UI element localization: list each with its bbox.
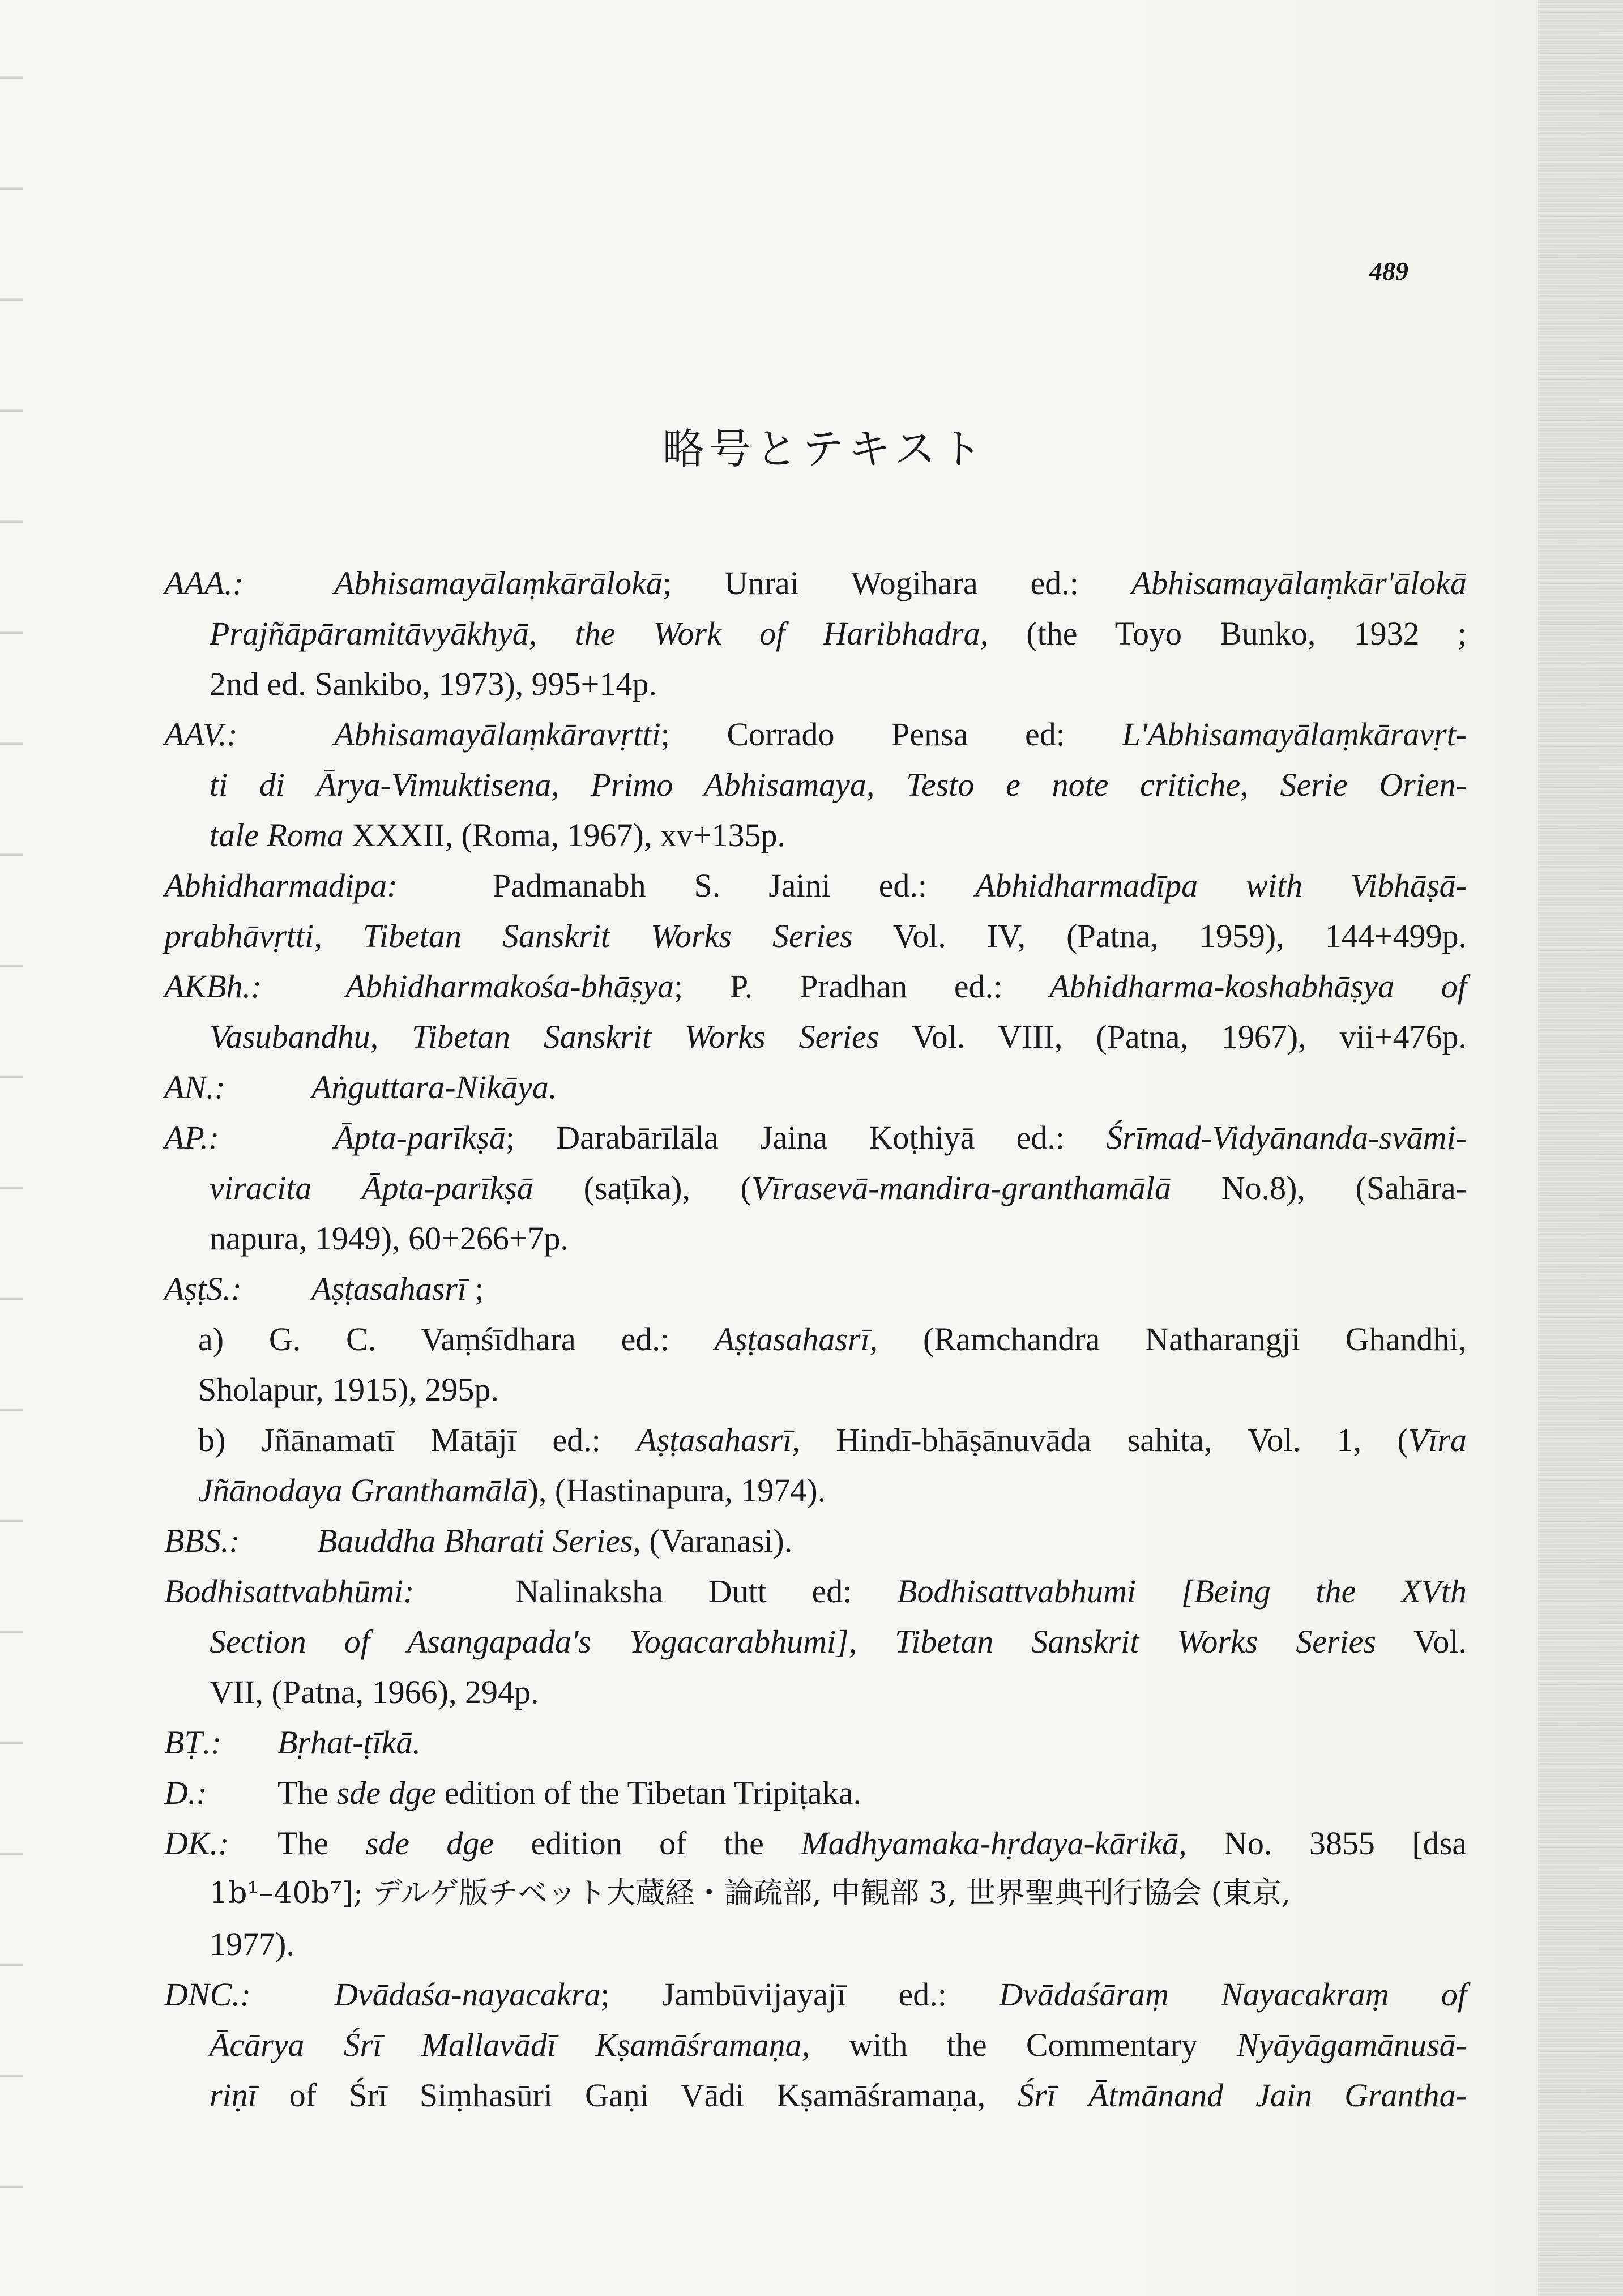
entry-line [164, 1818, 1467, 1868]
entry-abhidharmadipa [164, 860, 1467, 961]
entry-abbr: AN.: [164, 1069, 225, 1106]
entry-text: VII, (Patna, 1966), 294p. [210, 1674, 539, 1710]
entry-abbr: AKBh.: [164, 968, 262, 1005]
entry-text: (Ramchandra Natharangji Ghandhi, [878, 1321, 1467, 1358]
entry-title: Abhisamayālaṃkārālokā [334, 565, 663, 601]
subentry-line [164, 1314, 1467, 1364]
entry-title: L'Abhisamayālaṃkāravṛt- [1122, 716, 1467, 753]
entry-text: Vol. IV, (Patna, 1959), 144+499p. [852, 917, 1467, 954]
entry-text: ; P. Pradhan ed.: [673, 968, 1050, 1005]
entry-text: ; [466, 1270, 484, 1307]
entry-title: Śrīmad-Vidyānanda-svāmi- [1106, 1119, 1467, 1156]
entry-text: (the Toyo Bunko, 1932 ; [988, 615, 1467, 652]
entry-line [164, 1163, 1467, 1213]
entry-line [164, 1717, 1467, 1768]
entry-abbr: AṣṭS.: [164, 1270, 242, 1307]
entry-title: sde dge [336, 1774, 437, 1811]
entry-line [164, 659, 1467, 709]
entry-title: ti di Ārya-Vimuktisena, Primo Abhisamaya, Testo e note critiche, Serie Orien- [210, 766, 1467, 803]
entry-title: Śrī Ātmānand Jain Grantha- [1018, 2077, 1467, 2114]
entry-text: (Varanasi). [640, 1522, 793, 1559]
entry-bt [164, 1717, 1467, 1768]
entry-text: ; Jambūvijayajī ed.: [600, 1976, 1000, 2013]
entry-line [164, 1516, 1467, 1566]
scan-edge-right [1538, 0, 1623, 2296]
entry-abbr: BBS.: [164, 1522, 240, 1559]
entry-text: 1b¹–40b⁷]; デルゲ版チベット大蔵経・論疏部, 中観部 3, 世界聖典刊行協会 (東京, [210, 1876, 1291, 1910]
entry-aaa [164, 558, 1467, 709]
entry-title: Jñānodaya Granthamālā [198, 1472, 528, 1509]
entry-line [164, 1768, 1467, 1818]
entry-title: viracita Āpta-parīkṣā [210, 1170, 533, 1206]
entry-text: No. 3855 [dsa [1186, 1825, 1467, 1862]
scan-edge-left [0, 0, 23, 2296]
entry-text: edition of the Tibetan Tripiṭaka. [436, 1774, 862, 1811]
entry-title: Aṣṭasahasrī [311, 1270, 467, 1307]
entry-title: Abhisamayālaṃkār'ālokā [1131, 565, 1467, 601]
entry-line [164, 1969, 1467, 2020]
entry-dk [164, 1818, 1467, 1969]
entry-akbh [164, 961, 1467, 1062]
entry-title: Ācārya Śrī Mallavādī Kṣamāśramaṇa, [210, 2026, 810, 2063]
entry-text: Vol. [1376, 1623, 1467, 1660]
entry-text: ; Darabārīlāla Jaina Koṭhiyā ed.: [505, 1119, 1107, 1156]
entry-d [164, 1768, 1467, 1818]
entry-title: prabhāvṛtti, Tibetan Sanskrit Works Series [164, 917, 853, 954]
entry-title: Bauddha Bharati Series, [317, 1522, 641, 1559]
entry-title: sde dge [365, 1825, 494, 1862]
entry-title: Abhidharma-koshabhāṣya of [1049, 968, 1467, 1005]
entry-abbr: Bodhisattvabhūmi: [164, 1573, 415, 1610]
entry-text: Sholapur, 1915), 295p. [198, 1371, 499, 1408]
entry-text: Padmanabh S. Jaini ed.: [493, 867, 975, 904]
entry-abbr: Abhidharmadipa: [164, 867, 398, 904]
entry-line [164, 2020, 1467, 2070]
entry-abbr: DNC.: [164, 1976, 251, 2013]
entry-line [164, 1566, 1467, 1616]
entry-aav [164, 709, 1467, 860]
entry-abbr: DK.: [164, 1825, 229, 1862]
entry-abbr: AP.: [164, 1119, 220, 1156]
entry-text: b) Jñānamatī Mātājī ed.: [198, 1422, 637, 1458]
entry-title: Bṛhat-ṭīkā. [277, 1724, 421, 1761]
entry-title: Vasubandhu, Tibetan Sanskrit Works Series [210, 1018, 879, 1055]
entry-line [164, 1868, 1467, 1919]
entry-title: Section of Asangapada's Yogacarabhumi], Tibetan Sanskrit Works Series [210, 1623, 1376, 1660]
entry-line [164, 558, 1467, 608]
entry-title: riṇī [210, 2077, 257, 2114]
entry-text: 1977). [210, 1926, 294, 1962]
entry-line [164, 608, 1467, 659]
entry-text: of Śrī Siṃhasūri Gaṇi Vādi Kṣamāśramaṇa, [257, 2077, 1018, 2114]
entry-title: Āpta-parīkṣā [334, 1119, 506, 1156]
entry-dnc [164, 1969, 1467, 2120]
page-title: 略号とテキスト [663, 425, 987, 473]
entry-text: (saṭīka), ( [533, 1170, 751, 1206]
entry-text: a) G. C. Vaṃśīdhara ed.: [198, 1321, 715, 1358]
entry-title: Nyāyāgamānusā- [1237, 2026, 1467, 2063]
entry-text: Vol. VIII, (Patna, 1967), vii+476p. [879, 1018, 1467, 1055]
entry-text: The [277, 1825, 366, 1862]
entry-line [164, 1667, 1467, 1717]
entry-line [164, 1112, 1467, 1163]
entry-title: Abhisamayālaṃkāravṛtti [334, 716, 661, 753]
entry-text: Nalinaksha Dutt ed: [515, 1573, 898, 1610]
entry-title: Vīra [1408, 1422, 1467, 1458]
subentry-line [164, 1364, 1467, 1415]
entry-title: Dvādaśa-nayacakra [334, 1976, 601, 2013]
entry-title: Bodhisattvabhumi [Being the XVth [897, 1573, 1467, 1610]
entry-text: with the Commentary [810, 2026, 1237, 2063]
entry-title: Aṅguttara-Nikāya. [311, 1069, 557, 1106]
entry-title: Dvādaśāraṃ Nayacakraṃ of [999, 1976, 1467, 2013]
entry-line [164, 911, 1467, 961]
entry-line [164, 810, 1467, 860]
entry-bodhisattvabhumi [164, 1566, 1467, 1717]
entry-line [164, 2070, 1467, 2120]
entry-an [164, 1062, 1467, 1112]
entry-line [164, 759, 1467, 810]
subentry-line [164, 1465, 1467, 1516]
subentry-line [164, 1415, 1467, 1465]
entry-title: Prajñāpāramitāvyākhyā, the Work of Haribhadra, [210, 615, 989, 652]
entry-text: The [277, 1774, 337, 1811]
entry-line [164, 1062, 1467, 1112]
entry-text: ), (Hastinapura, 1974). [527, 1472, 826, 1509]
entry-text: No.8), (Sahāra- [1171, 1170, 1467, 1206]
abbreviation-list [164, 558, 1467, 2120]
entry-text: Hindī-bhāṣānuvāda sahita, Vol. 1, ( [800, 1422, 1408, 1458]
entry-line [164, 1616, 1467, 1667]
entry-title: Madhyamaka-hṛdaya-kārikā, [801, 1825, 1187, 1862]
entry-title: Abhidharmadīpa with Vibhāṣā- [975, 867, 1467, 904]
entry-line [164, 1919, 1467, 1969]
entry-title: Aṣṭasahasrī, [714, 1321, 878, 1358]
entry-abbr: BṬ.: [164, 1724, 222, 1761]
entry-bbs [164, 1516, 1467, 1566]
entry-line [164, 1213, 1467, 1264]
entry-line [164, 709, 1467, 759]
entry-text: ; Corrado Pensa ed: [660, 716, 1122, 753]
entry-text: 2nd ed. Sankibo, 1973), 995+14p. [210, 665, 657, 702]
entry-title: Abhidharmakośa-bhāṣya [345, 968, 674, 1005]
entry-asts [164, 1264, 1467, 1516]
entry-title: Vīrasevā-mandira-granthamālā [751, 1170, 1172, 1206]
entry-line [164, 860, 1467, 911]
entry-ap [164, 1112, 1467, 1264]
entry-title: Aṣṭasahasrī, [637, 1422, 800, 1458]
entry-abbr: D.: [164, 1774, 207, 1811]
page-number: 489 [1369, 257, 1408, 285]
entry-abbr: AAV.: [164, 716, 238, 753]
entry-text: edition of the [494, 1825, 801, 1862]
entry-text: ; Unrai Wogihara ed.: [662, 565, 1131, 601]
entry-title: tale Roma [210, 817, 344, 853]
entry-text: napura, 1949), 60+266+7p. [210, 1220, 569, 1257]
entry-text: XXXII, (Roma, 1967), xv+135p. [343, 817, 785, 853]
entry-line [164, 1264, 1467, 1314]
entry-line [164, 1012, 1467, 1062]
entry-line [164, 961, 1467, 1012]
entry-abbr: AAA.: [164, 565, 244, 601]
